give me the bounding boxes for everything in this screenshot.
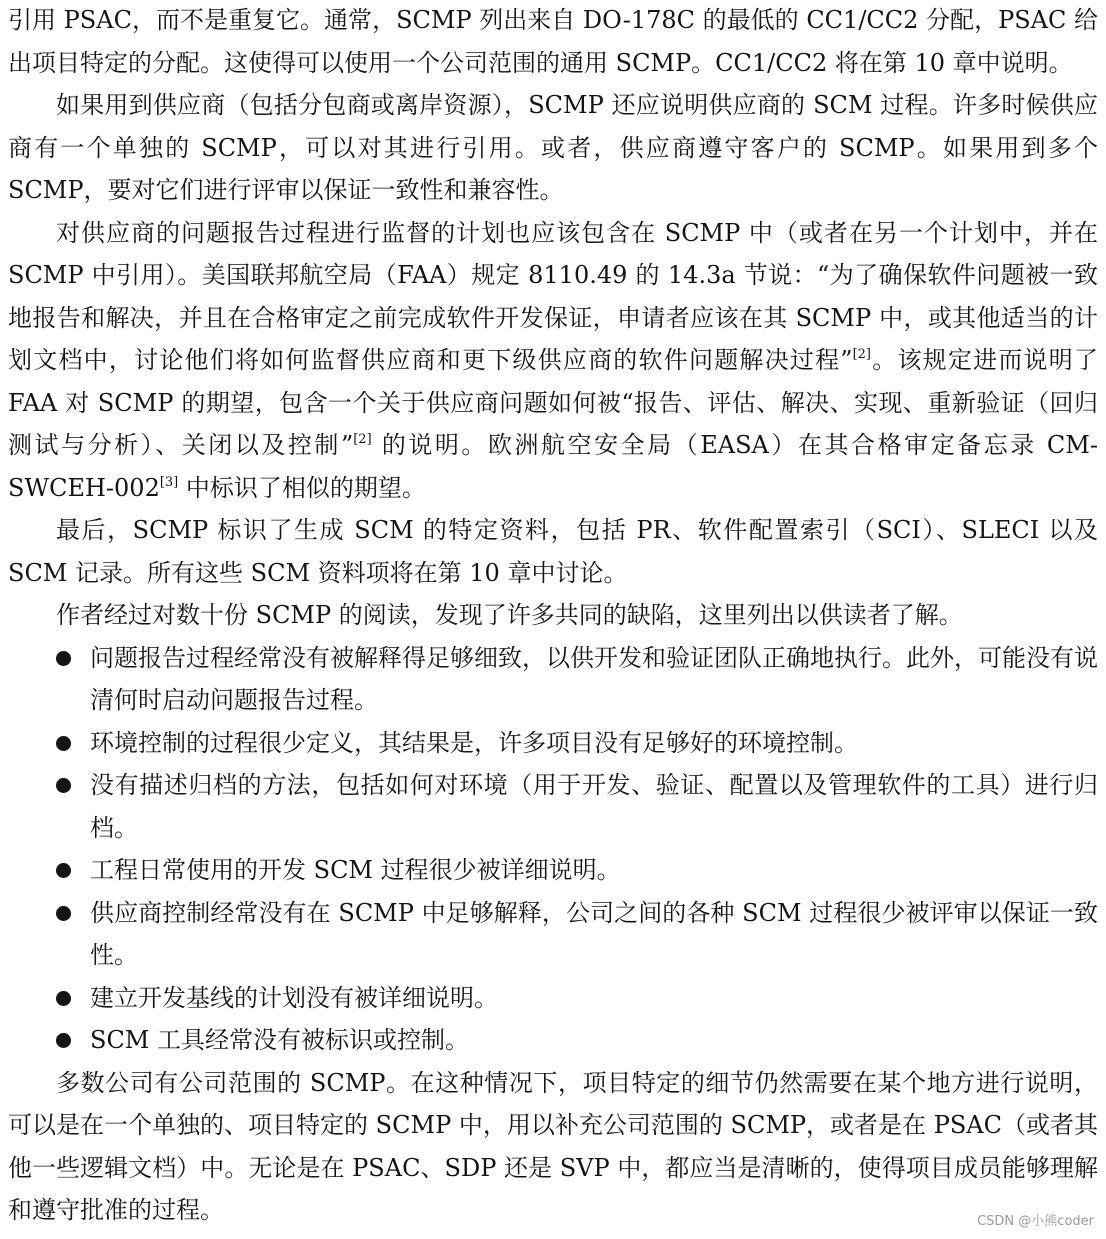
paragraph-text-segment: 对供应商的问题报告过程进行监督的计划也应该包含在 SCMP 中（或者在另一个计划中，并在 SCMP 中引用）。美国联邦航空局（FAA）规定 8110.49 的 14.3a 节说：“为了确保软件问题被一致地报告和解决，并且在合格审定之前完成软件开发保证，申请者应该在其 SCMP 中，或其他适当的计划文档中，讨论他们将如何监督供应商和更下级供应商的软件问题解决过程”: [8, 218, 1098, 374]
list-item-text: 环境控制的过程很少定义，其结果是，许多项目没有足够好的环境控制。: [90, 728, 858, 757]
paragraph-text-segment: 。该规定进而说明了 FAA 对 SCMP 的期望，包含一个关于供应商问题如何被“报告、评估、解决、实现、重新验证（回归测试与分析）、关闭以及控制”: [8, 346, 1098, 459]
citation-ref: [3]: [159, 474, 179, 490]
paragraph-text-segment: 中标识了相似的期望。: [178, 473, 426, 502]
list-item: [8, 977, 1098, 1020]
paragraph-company-wide-scmp: 多数公司有公司范围的 SCMP。在这种情况下，项目特定的细节仍然需要在某个地方进行说明，可以是在一个单独的、项目特定的 SCMP 中，用以补充公司范围的 SCMP，或者是在 PSAC（或者其他一些逻辑文档）中。无论是在 PSAC、SDP 还是 SVP 中，都应当是清晰的，使得项目成员能够理解和遵守批准的过程。: [8, 1068, 1098, 1224]
paragraph-scm-data: 最后，SCMP 标识了生成 SCM 的特定资料，包括 PR、软件配置索引（SCI）、SLECI 以及 SCM 记录。所有这些 SCM 资料项将在第 10 章中讨论。: [8, 516, 1098, 587]
bullet-icon: [56, 906, 71, 921]
paragraph-text-segment: 的说明。欧洲航空安全局（EASA）在其合格审定备忘录 CM-SWCEH-002: [8, 431, 1098, 502]
citation-ref: [2]: [353, 432, 372, 447]
list-item: [8, 722, 1098, 765]
bullet-icon: [56, 991, 71, 1006]
paragraph-problem-reporting-oversight: [8, 212, 1098, 510]
list-item-text: 没有描述归档的方法，包括如何对环境（用于开发、验证、配置以及管理软件的工具）进行归档。: [90, 771, 1098, 842]
list-item-text: 建立开发基线的计划没有被详细说明。: [90, 983, 498, 1012]
list-item: [8, 637, 1098, 722]
list-item-text: 供应商控制经常没有在 SCMP 中足够解释，公司之间的各种 SCM 过程很少被评审以保证一致性。: [90, 898, 1098, 969]
deficiency-list: [8, 637, 1098, 1062]
bullet-icon: [56, 863, 71, 878]
bullet-icon: [56, 736, 71, 751]
list-item-text: 问题报告过程经常没有被解释得足够细致，以供开发和验证团队正确地执行。此外，可能没有说清何时启动问题报告过程。: [90, 643, 1098, 714]
list-item: [8, 1019, 1098, 1062]
citation-ref: [2]: [852, 347, 871, 362]
bullet-icon: [56, 778, 71, 793]
document-page: [8, 0, 1098, 1232]
list-item-text: 工程日常使用的开发 SCM 过程很少被详细说明。: [90, 856, 621, 884]
list-item: [8, 764, 1098, 849]
watermark: CSDN @小熊coder: [977, 1214, 1094, 1229]
list-item: [8, 849, 1098, 892]
paragraph-supplier-scm: 如果用到供应商（包括分包商或离岸资源），SCMP 还应说明供应商的 SCM 过程。许多时候供应商有一个单独的 SCMP，可以对其进行引用。或者，供应商遵守客户的 SCMP。如果用到多个 SCMP，要对它们进行评审以保证一致性和兼容性。: [8, 91, 1098, 204]
bullet-icon: [56, 1033, 71, 1048]
paragraph-common-deficiencies-intro: 作者经过对数十份 SCMP 的阅读，发现了许多共同的缺陷，这里列出以供读者了解。: [56, 601, 963, 629]
bullet-icon: [56, 651, 71, 666]
paragraph-psac-reference: 引用 PSAC，而不是重复它。通常，SCMP 列出来自 DO-178C 的最低的 CC1/CC2 分配，PSAC 给出项目特定的分配。这使得可以使用一个公司范围的通用 SCMP。CC1/CC2 将在第 10 章中说明。: [8, 6, 1098, 77]
list-item-text: SCM 工具经常没有被标识或控制。: [90, 1026, 470, 1054]
list-item: [8, 892, 1098, 977]
